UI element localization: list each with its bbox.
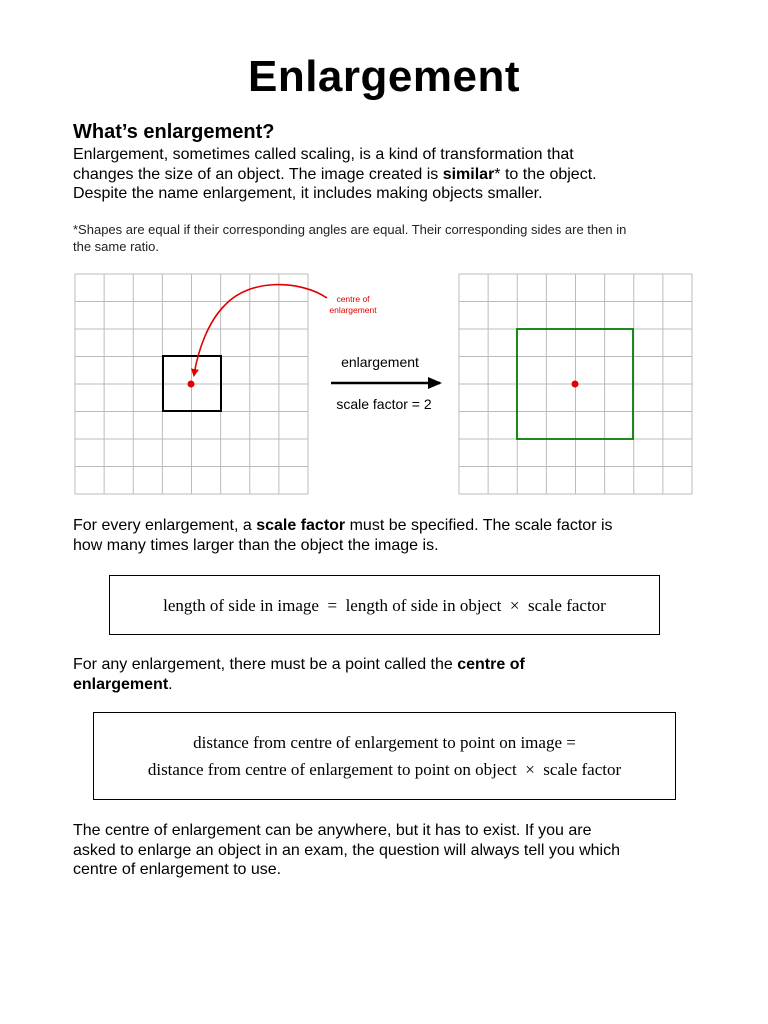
centre-line-2-end: . <box>168 675 173 693</box>
enlargement-diagram <box>0 262 768 502</box>
centre-label-line-2: enlargement <box>329 305 377 315</box>
distance-formula-box <box>93 712 676 800</box>
formula1-part2: length of side in object <box>345 595 502 615</box>
image-centre-point <box>572 381 579 388</box>
scale-factor-line-1-end: must be specified. The scale factor is <box>345 517 613 534</box>
object-centre-point <box>188 381 195 388</box>
formula1-times: × <box>509 595 520 615</box>
side-length-formula <box>163 592 606 619</box>
centre-line-2 <box>73 675 525 695</box>
scale-factor-line-2: how many times larger than the object the image is. <box>73 536 439 554</box>
centre-pointer-arrow <box>194 285 327 375</box>
page-title: Enlargement <box>247 52 520 101</box>
distance-formula-line-2 <box>148 756 621 783</box>
scale-factor-keyword: scale factor <box>256 517 346 534</box>
closing-line-1: The centre of enlargement can be anywhere, but it has to exist. If you are <box>73 822 592 839</box>
centre-line-1 <box>73 655 525 675</box>
intro-line-2-text: changes the size of an object. The image created is <box>73 165 443 183</box>
footnote-line-2: the same ratio. <box>73 239 159 254</box>
closing-paragraph <box>73 821 620 880</box>
centre-label-line-1: centre of <box>336 294 370 304</box>
intro-line-2 <box>73 165 597 185</box>
centre-keyword-1: centre of <box>457 656 525 673</box>
centre-keyword-2: enlargement <box>73 675 169 693</box>
intro-line-2-end: * to the object. <box>494 165 597 183</box>
formula1-equals: = <box>327 595 338 615</box>
scale-factor-label: scale factor = 2 <box>336 396 432 412</box>
footnote <box>73 221 703 255</box>
formula1-part3: scale factor <box>527 595 606 615</box>
formula2-times: × <box>525 760 535 779</box>
intro-line-3: Despite the name enlargement, it includes making objects smaller. <box>73 185 543 202</box>
intro-line-1: Enlargement, sometimes called scaling, is a kind of transformation that <box>73 146 574 163</box>
formula2-part1: distance from centre of enlargement to point on object <box>147 760 517 779</box>
scale-factor-line-1-text: For every enlargement, a <box>73 517 257 534</box>
similar-keyword: similar <box>442 165 495 183</box>
footnote-line-1: *Shapes are equal if their corresponding angles are equal. Their corresponding sides are then in <box>73 222 627 237</box>
scale-factor-line-1 <box>73 516 613 536</box>
distance-formula-line-1: distance from centre of enlargement to point on image = <box>193 733 576 752</box>
closing-line-3: centre of enlargement to use. <box>73 861 282 878</box>
formula2-part2: scale factor <box>543 760 622 779</box>
intro-paragraph <box>73 145 597 204</box>
arrow-label: enlargement <box>341 354 419 370</box>
centre-paragraph <box>73 655 525 694</box>
side-length-formula-box <box>109 575 660 635</box>
section-heading: What’s enlargement? <box>73 121 275 143</box>
scale-factor-paragraph <box>73 516 613 555</box>
centre-line-1-text: For any enlargement, there must be a point called the <box>73 656 458 673</box>
closing-line-2: asked to enlarge an object in an exam, the question will always tell you which <box>73 841 620 859</box>
formula1-part1: length of side in image <box>163 595 319 615</box>
